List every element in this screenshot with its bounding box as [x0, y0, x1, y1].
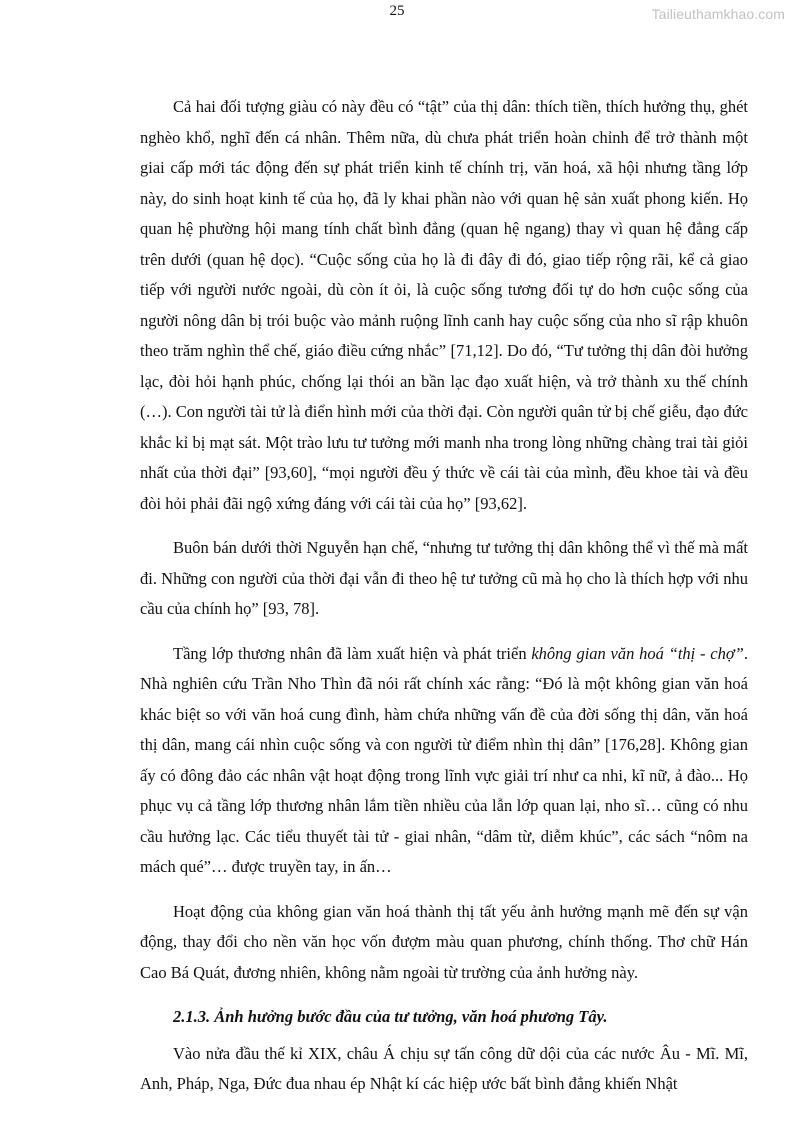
paragraph-nguyen-trade: Buôn bán dưới thời Nguyễn hạn chế, “nhưng tư tưởng thị dân không thể vì thế mà mất đi. Những con người của thời đại vẫn đi theo hệ tư tưởng cũ mà họ cho là thích hợp với nhu cầu của chính họ” [93, 78]. — [140, 538, 748, 618]
paragraph-urban-influence: Hoạt động của không gian văn hoá thành thị tất yếu ảnh hưởng mạnh mẽ đến sự vận động, thay đổi cho nền văn học vốn đượm màu quan phương, chính thống. Thơ chữ Hán Cao Bá Quát, đương nhiên, không nằm ngoài từ trường của ảnh hưởng này. — [140, 901, 748, 982]
watermark: Tailieuthamkhao.com — [651, 6, 785, 22]
section-title: Ảnh hưởng bước đầu của tư tưởng, văn hoá phương Tây. — [214, 1007, 608, 1026]
emphasis-cultural-space: không gian văn hoá “thị - chợ” — [531, 643, 744, 663]
page-number: 25 — [389, 3, 405, 19]
paragraph-asia-19th-century: Vào nửa đầu thế kỉ XIX, châu Á chịu sự tấn công dữ dội của các nước Âu - Mĩ. Mĩ, Anh, Pháp, Nga, Đức đua nhau ép Nhật kí các hiệp ước bất bình đẳng khiến Nhật — [140, 1043, 748, 1093]
paragraph-text-start: Tầng lớp thương nhân đã làm xuất hiện và phát triển — [173, 643, 532, 663]
paragraph-wealthy-classes: Cả hai đối tượng giàu có này đều có “tật” của thị dân: thích tiền, thích hưởng thụ, ghét nghèo khổ, nghĩ đến cá nhân. Thêm nữa, dù chưa phát triển hoàn chỉnh để trở thành một giai cấp mới tác động đến sự phát triển kinh tế chính trị, văn hoá, xã hội nhưng tầng lớp này, do sinh hoạt kinh tế của họ, đã ly khai phần nào với quan hệ sản xuất phong kiến. Họ quan hệ phường hội mang tính chất bình đẳng (quan hệ ngang) thay vì quan hệ đẳng cấp trên dưới (quan hệ dọc). “Cuộc sống của họ là đi đây đi đó, giao tiếp rộng rãi, kể cả giao tiếp với người nước ngoài, dù còn ít ỏi, là cuộc sống tương đối tự do hơn cuộc sống của người nông dân bị trói buộc vào mảnh ruộng lĩnh canh hay cuộc sống của nho sĩ rập khuôn theo trăm nghìn thể chế, giáo điều cứng nhắc” [71,12]. Do đó, “Tư tưởng thị dân đòi hưởng lạc, đòi hỏi hạnh phúc, chống lại thói an bần lạc đạo xuất hiện, và trở thành xu thế chính (…). Con người tài tử là điển hình mới của thời đại. Còn người quân tử bị chế giễu, đạo đức khắc kỉ bị mạt sát. Một trào lưu tư tưởng mới manh nha trong lòng những chàng trai tài giỏi nhất của thời đại” [93,60], “mọi người đều ý thức về cái tài của mình, đều khoe tài và đều đòi hỏi phải đãi ngộ xứng đáng với cái tài của họ” [93,62]. — [140, 97, 748, 513]
paragraph-merchant-culture — [140, 639, 748, 883]
section-heading — [140, 1002, 748, 1033]
section-number: 2.1.3. — [173, 1007, 211, 1026]
paragraph-text-end: . Nhà nghiên cứu Trần Nho Thìn đã nói rất chính xác rằng: “Đó là một không gian văn hoá khác biệt so với văn hoá cung đình, hàm chứa những vấn đề của đời sống thị dân, văn hoá thị dân, mang cái nhìn cuộc sống và con người từ điểm nhìn thị dân” [176,28]. Không gian ấy có đông đảo các nhân vật hoạt động trong lĩnh vực giải trí như ca nhi, kĩ nữ, ả đào... Họ phục vụ cả tầng lớp thương nhân lắm tiền nhiều của lẫn lớp quan lại, nho sĩ… cũng có nhu cầu hưởng lạc. Các tiểu thuyết tài tử - giai nhân, “dâm từ, diễm khúc”, các sách “nôm na mách qué”… được truyền tay, in ấn… — [140, 643, 748, 876]
document-body — [140, 92, 748, 1114]
